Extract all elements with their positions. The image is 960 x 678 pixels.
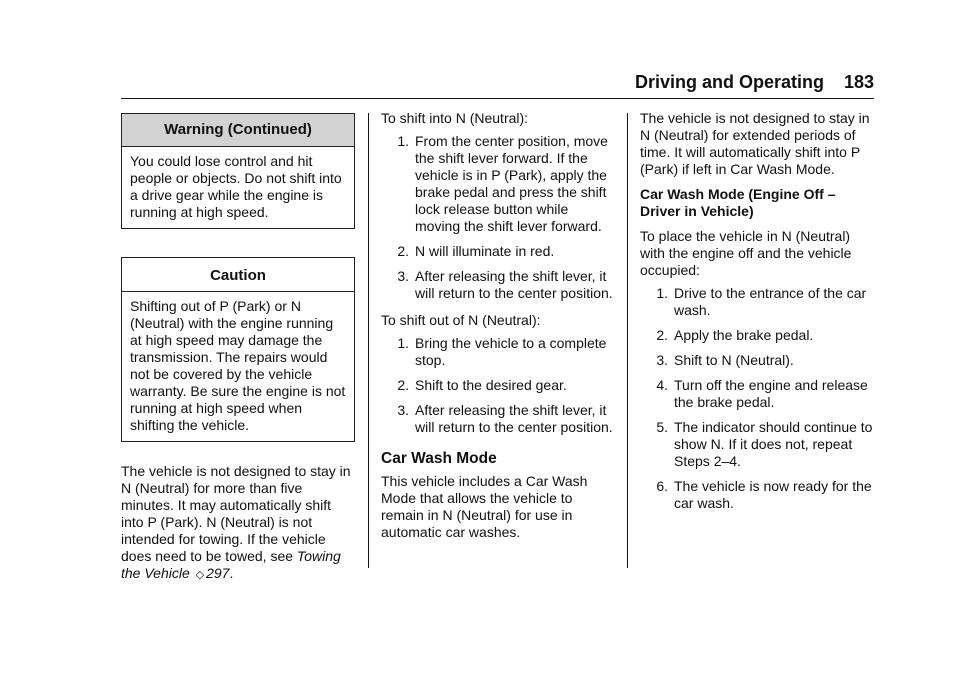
list-item xyxy=(381,402,613,436)
shift-into-intro: To shift into N (Neutral): xyxy=(381,110,529,126)
engine-off-subhead: Car Wash Mode (Engine Off – Driver in Vehicle) xyxy=(640,186,836,219)
list-item xyxy=(381,243,613,260)
step-text: The indicator should continue to show N. If it does not, repeat Steps 2–4. xyxy=(674,419,873,469)
step-number: 3. xyxy=(397,402,409,418)
list-item xyxy=(640,327,876,344)
right-column xyxy=(640,110,876,522)
step-text: Drive to the entrance of the car wash. xyxy=(674,285,867,318)
extended-period-note: The vehicle is not designed to stay in N (Neutral) for extended periods of time. It will automatically shift into P (Park) if left in Car Wash Mode. xyxy=(640,110,870,177)
step-text: After releasing the shift lever, it will return to the center position. xyxy=(415,268,613,301)
step-number: 2. xyxy=(397,377,409,393)
warning-box xyxy=(121,113,355,229)
step-text: The vehicle is now ready for the car wash. xyxy=(674,478,872,511)
list-item xyxy=(640,352,876,369)
period: . xyxy=(229,565,234,581)
towing-link[interactable]: Towing the Vehicle xyxy=(121,548,341,581)
step-number: 1. xyxy=(397,335,409,351)
engine-off-intro: To place the vehicle in N (Neutral) with the engine off and the vehicle occupied: xyxy=(640,228,852,278)
step-text: Apply the brake pedal. xyxy=(674,327,814,343)
left-column xyxy=(121,113,355,594)
shift-out-steps xyxy=(381,335,613,436)
middle-column xyxy=(381,110,613,551)
column-divider-left xyxy=(368,113,369,568)
car-wash-heading: Car Wash Mode xyxy=(381,450,497,467)
car-wash-body: This vehicle includes a Car Wash Mode that allows the vehicle to remain in N (Neutral) for use in automatic car washes. xyxy=(381,473,588,540)
list-item xyxy=(640,478,876,512)
engine-off-steps xyxy=(640,285,876,512)
caution-box xyxy=(121,257,355,442)
list-item xyxy=(381,133,613,235)
caution-body: Shifting out of P (Park) or N (Neutral) with the engine running at high speed may damage the transmission. The repairs would not be covered by the vehicle warranty. Be sure the engine is not running at high speed when shifting the vehicle. xyxy=(130,298,346,433)
step-number: 3. xyxy=(397,268,409,284)
step-number: 6. xyxy=(656,478,668,494)
header-rule xyxy=(121,98,874,99)
list-item xyxy=(381,377,613,394)
step-text: N will illuminate in red. xyxy=(415,243,555,259)
shift-out-intro: To shift out of N (Neutral): xyxy=(381,312,541,328)
shift-into-steps xyxy=(381,133,613,302)
step-number: 4. xyxy=(656,377,668,393)
list-item xyxy=(381,268,613,302)
page-number: 183 xyxy=(843,72,874,92)
step-number: 1. xyxy=(397,133,409,149)
list-item xyxy=(381,335,613,369)
warning-title: Warning (Continued) xyxy=(122,114,354,147)
step-number: 1. xyxy=(656,285,668,301)
page-ref-arrow-icon: ◇ xyxy=(195,569,205,581)
section-title: Driving and Operating xyxy=(634,72,824,92)
step-text: From the center position, move the shift lever forward. If the vehicle is in P (Park), apply the brake pedal and press the shift lock release button while moving the shift lever forward. xyxy=(415,133,608,234)
tow-paragraph xyxy=(121,463,355,584)
step-number: 5. xyxy=(656,419,668,435)
step-text: Bring the vehicle to a complete stop. xyxy=(415,335,607,368)
step-text: After releasing the shift lever, it will return to the center position. xyxy=(415,402,613,435)
ref-page[interactable]: 297 xyxy=(206,565,230,581)
list-item xyxy=(640,285,876,319)
warning-body: You could lose control and hit people or objects. Do not shift into a drive gear while the engine is running at high speed. xyxy=(130,153,342,220)
list-item xyxy=(640,377,876,411)
list-item xyxy=(640,419,876,470)
tow-paragraph-text: The vehicle is not designed to stay in N (Neutral) for more than five minutes. It may automatically shift into P (Park). N (Neutral) is not intended for towing. If the vehicle does need to be towed, see xyxy=(121,463,351,564)
step-number: 2. xyxy=(656,327,668,343)
step-text: Shift to N (Neutral). xyxy=(674,352,794,368)
step-number: 2. xyxy=(397,243,409,259)
caution-title: Caution xyxy=(122,258,354,292)
column-divider-right xyxy=(627,113,628,568)
step-text: Shift to the desired gear. xyxy=(415,377,567,393)
step-text: Turn off the engine and release the brake pedal. xyxy=(674,377,868,410)
step-number: 3. xyxy=(656,352,668,368)
